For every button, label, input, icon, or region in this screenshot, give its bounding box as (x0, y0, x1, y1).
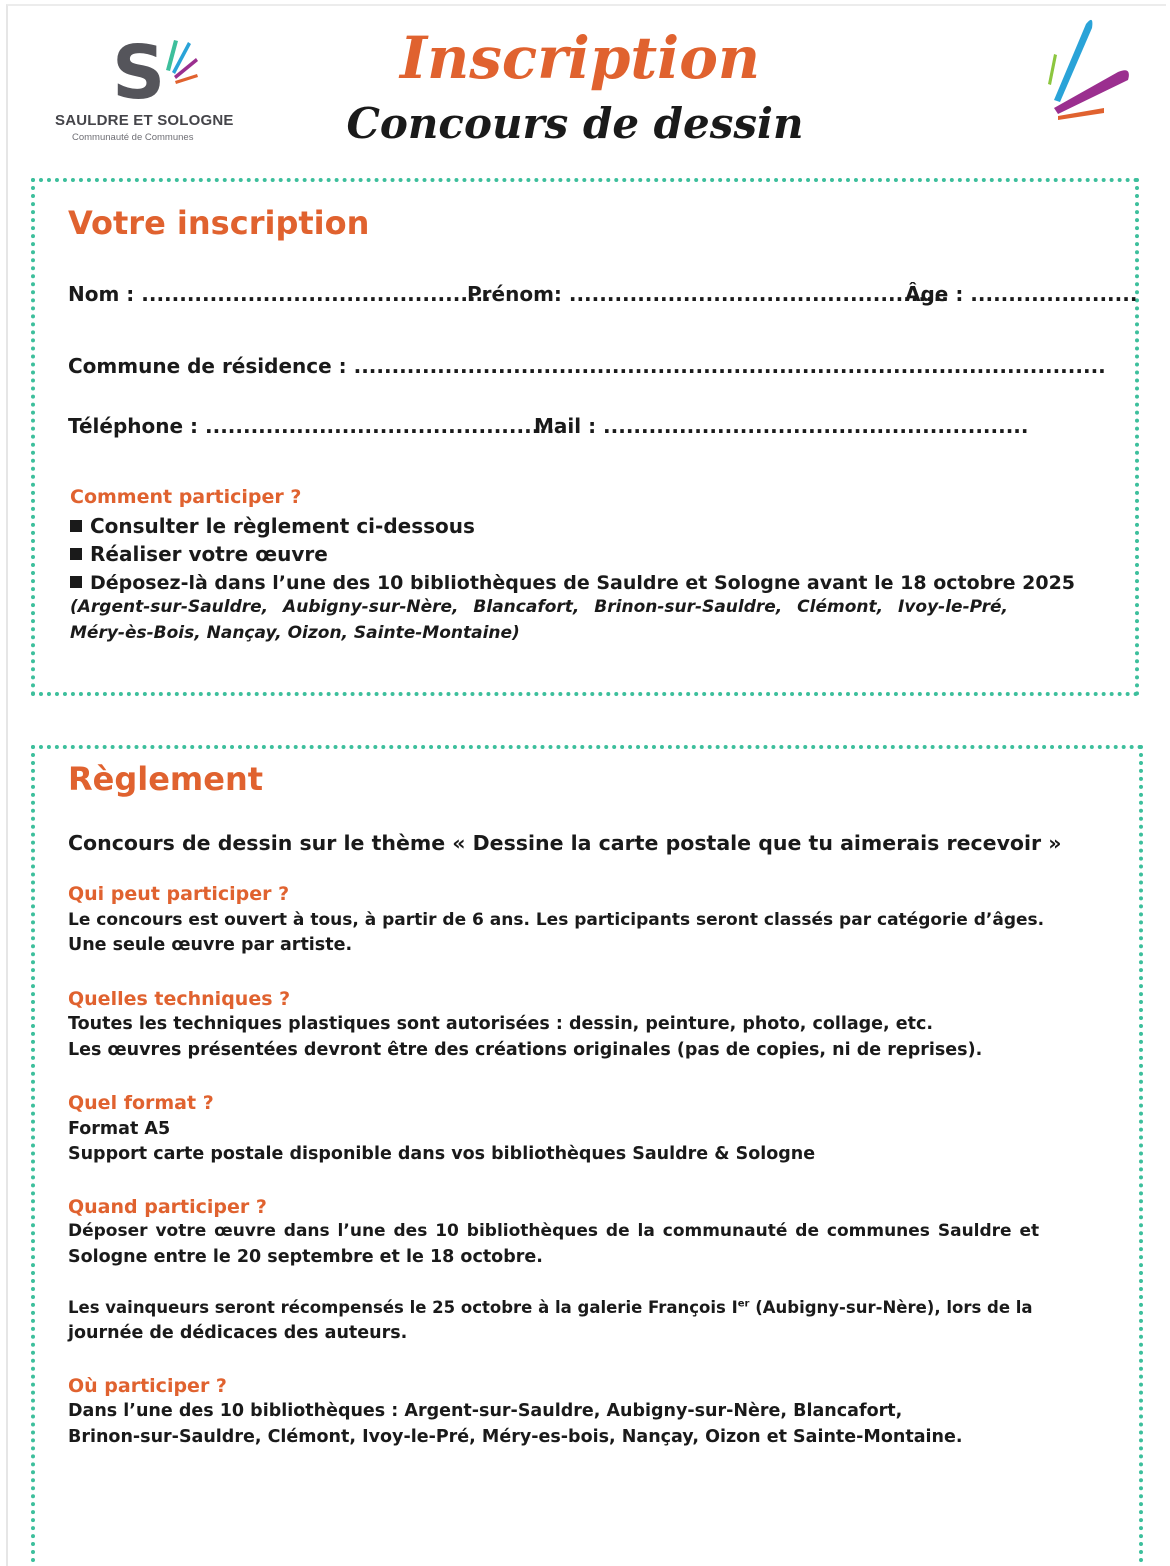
decorative-strokes-icon (1036, 14, 1146, 124)
step-label: Consulter le règlement ci-dessous (90, 514, 475, 538)
techniques-text: Toutes les techniques plastiques sont autorisées : dessin, peinture, photo, collage, etc. (68, 1014, 934, 1034)
logo-rays-icon (160, 34, 220, 94)
winners-text-part: Les vainqueurs seront récompensés le 25 octobre à la galerie François I (68, 1298, 738, 1317)
bullet-icon (70, 548, 82, 560)
logo-subtitle: Communauté de Communes (72, 132, 194, 143)
bullet-icon (70, 576, 82, 588)
when-text: Déposer votre œuvre dans l’une des 10 bibliothèques de la communauté de communes Sauldre et (68, 1221, 1040, 1241)
where-text: Brinon-sur-Sauldre, Clémont, Ivoy-le-Pré, Méry-es-bois, Nançay, Oizon et Sainte-Montaine. (68, 1427, 963, 1447)
who-text: Le concours est ouvert à tous, à partir de 6 ans. Les participants seront classés par catégorie d’âges. (68, 910, 1045, 930)
bullet-icon (70, 520, 82, 532)
page-title: Inscription (399, 24, 761, 92)
libraries-list: Méry-ès-Bois, Nançay, Oizon, Sainte-Montaine) (70, 623, 520, 643)
logo-letter: S (112, 30, 166, 116)
step-label: Réaliser votre œuvre (90, 542, 328, 566)
logo-name: SAULDRE ET SOLOGNE (55, 112, 234, 129)
step-item (70, 542, 328, 566)
commune-field[interactable]: Commune de résidence : ................................................................................................... (68, 354, 1106, 378)
theme-line: Concours de dessin sur le thème « Dessine la carte postale que tu aimerais recevoir » (68, 831, 1062, 855)
when-heading: Quand participer ? (68, 1196, 267, 1218)
nom-field[interactable]: Nom : .............................................. (68, 282, 491, 306)
mail-field[interactable]: Mail : ........................................................ (534, 414, 1029, 438)
when-text: Sologne entre le 20 septembre et le 18 octobre. (68, 1247, 543, 1267)
who-heading: Qui peut participer ? (68, 883, 290, 905)
winners-text (68, 1298, 1033, 1317)
libraries-list: (Argent-sur-Sauldre, Aubigny-sur-Nère, Blancafort, Brinon-sur-Sauldre, Clémont, Ivoy-le-Pré, (70, 597, 1008, 617)
format-heading: Quel format ? (68, 1092, 214, 1114)
superscript: er (737, 1298, 750, 1310)
winners-text: journée de dédicaces des auteurs. (68, 1323, 408, 1343)
age-field[interactable]: Âge : ...................... (905, 282, 1138, 306)
where-text: Dans l’une des 10 bibliothèques : Argent-sur-Sauldre, Aubigny-sur-Nère, Blancafort, (68, 1401, 903, 1421)
format-text: Format A5 (68, 1119, 171, 1139)
step-item (70, 570, 1075, 594)
registration-heading: Votre inscription (68, 204, 370, 242)
step-label: Déposez-là dans l’une des 10 bibliothèques de Sauldre et Sologne avant le 18 octobre 2025 (90, 572, 1076, 594)
rules-heading: Règlement (68, 760, 264, 798)
where-heading: Où participer ? (68, 1375, 227, 1397)
telephone-field[interactable]: Téléphone : .............................................. (68, 414, 555, 438)
techniques-heading: Quelles techniques ? (68, 988, 291, 1010)
winners-text-part: (Aubigny-sur-Nère), lors de la (749, 1298, 1033, 1317)
logo (52, 30, 242, 154)
step-item (70, 514, 475, 538)
format-text: Support carte postale disponible dans vos bibliothèques Sauldre & Sologne (68, 1144, 816, 1164)
prenom-field[interactable]: Prénom: .................................................. (467, 282, 949, 306)
who-text: Une seule œuvre par artiste. (68, 935, 353, 955)
techniques-text: Les œuvres présentées devront être des créations originales (pas de copies, ni de reprises). (68, 1040, 983, 1060)
how-heading: Comment participer ? (70, 486, 302, 508)
page-subtitle: Concours de dessin (346, 99, 804, 148)
